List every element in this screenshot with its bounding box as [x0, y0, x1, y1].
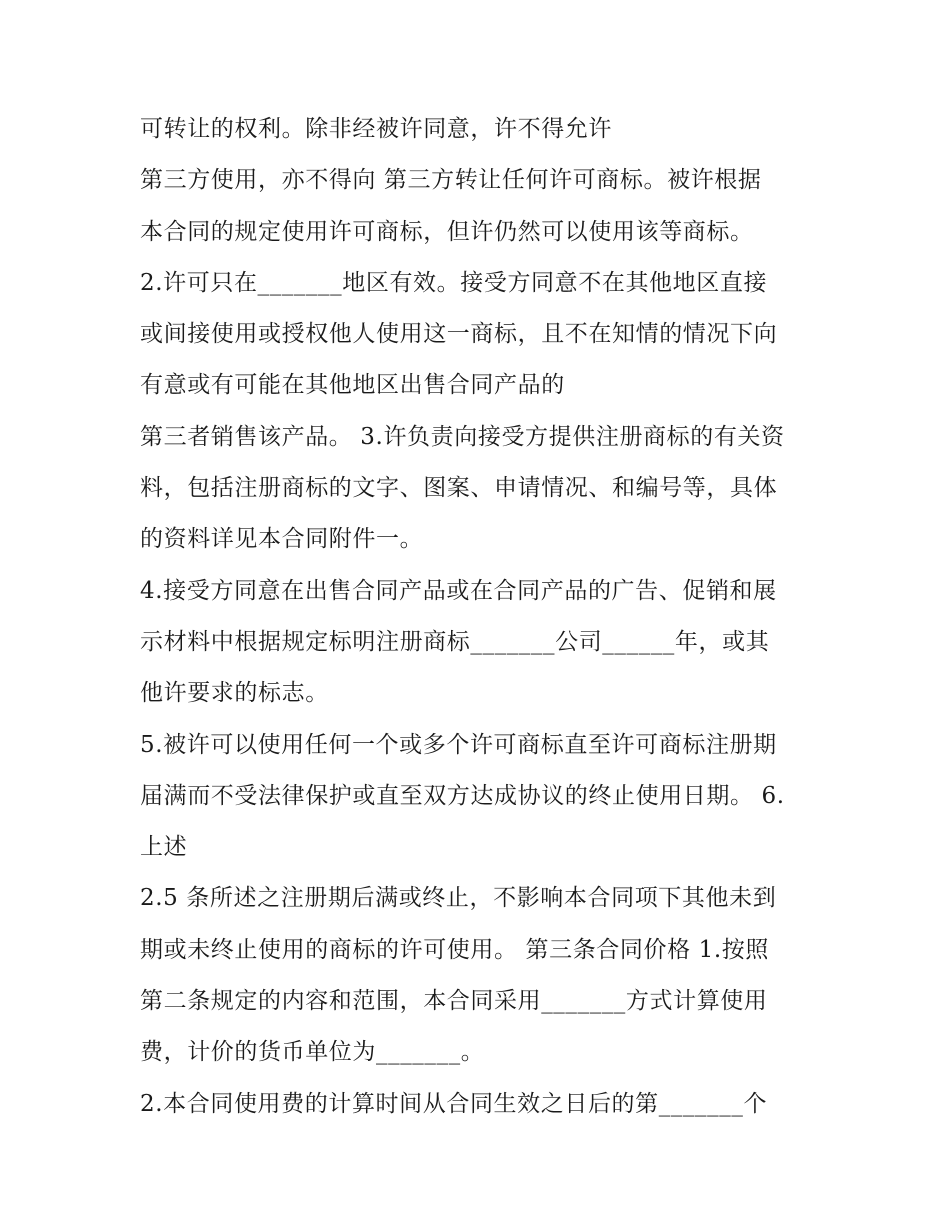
text-line: 或间接使用或授权他人使用这一商标，且不在知情的情况下向 — [140, 321, 778, 348]
text-line: 2.许可只在_______地区有效。接受方同意不在其他地区直接 — [140, 269, 768, 296]
text-line: 期或未终止使用的商标的许可使用。 第三条合同价格 1.按照 — [140, 936, 769, 963]
text-line: 2.本合同使用费的计算时间从合同生效之日后的第_______个 — [140, 1090, 768, 1117]
text-line: 的资料详见本合同附件一。 — [140, 526, 424, 553]
text-line: 料，包括注册商标的文字、图案、申请情况、和编号等，具体 — [140, 475, 778, 502]
document-body — [140, 109, 820, 1135]
text-line: 有意或有可能在其他地区出售合同产品的 — [140, 372, 565, 399]
text-line: 示材料中根据规定标明注册商标_______公司______年，或其 — [140, 628, 770, 655]
text-line: 上述 — [140, 834, 188, 861]
text-line: 4.接受方同意在出售合同产品或在合同产品的广告、促销和展 — [140, 577, 777, 604]
text-line: 可转让的权利。除非经被许同意，许不得允许 — [140, 116, 612, 142]
text-line: 费，计价的货币单位为_______。 — [140, 1039, 485, 1066]
text-line: 第三者销售该产品。 3.许负责向接受方提供注册商标的有关资 — [140, 423, 785, 450]
text-line: 届满而不受法律保护或直至双方达成协议的终止使用日期。 6. — [140, 782, 785, 809]
text-line: 他许要求的标志。 — [140, 680, 329, 707]
text-line: 第三方使用，亦不得向 第三方转让任何许可商标。被许根据 — [140, 167, 762, 194]
text-line: 第二条规定的内容和范围，本合同采用_______方式计算使用 — [140, 988, 768, 1015]
text-line: 2.5 条所述之注册期后满或终止，不影响本合同项下其他未到 — [140, 885, 777, 912]
text-line: 本合同的规定使用许可商标，但许仍然可以使用该等商标。 — [140, 218, 754, 245]
text-line: 5.被许可以使用任何一个或多个许可商标直至许可商标注册期 — [140, 731, 777, 758]
